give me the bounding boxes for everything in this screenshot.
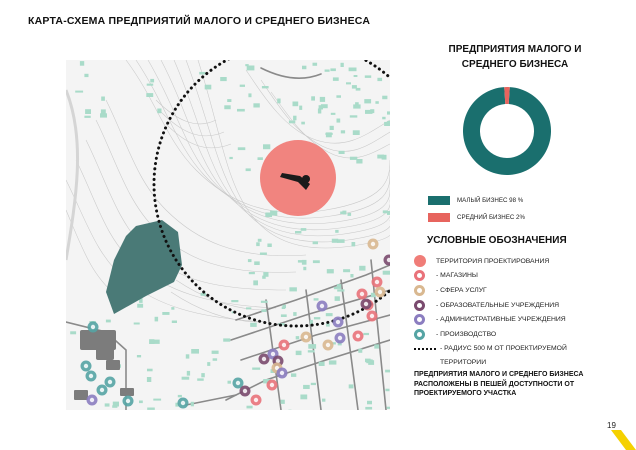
building	[253, 103, 259, 107]
marker-shops	[367, 311, 378, 322]
building	[289, 287, 297, 291]
building	[318, 109, 321, 114]
building	[245, 64, 248, 66]
chart-legend-item-small	[428, 193, 525, 208]
project-site-dot	[302, 175, 310, 183]
building	[336, 95, 341, 98]
building	[335, 230, 338, 233]
building	[383, 210, 388, 213]
page-number: 19	[607, 421, 616, 430]
production-icon	[414, 329, 425, 340]
building	[354, 75, 358, 77]
building	[186, 354, 190, 358]
marker-shops	[353, 331, 364, 342]
building	[155, 317, 159, 322]
building	[358, 349, 362, 353]
building	[260, 253, 267, 255]
building	[101, 109, 106, 113]
building	[387, 111, 390, 114]
building	[320, 97, 325, 102]
building	[191, 402, 194, 407]
building	[199, 72, 205, 75]
building	[256, 242, 260, 246]
marker-shops	[279, 340, 290, 351]
donut-chart	[462, 86, 552, 176]
map-legend	[414, 254, 567, 370]
marker-services	[375, 287, 386, 298]
building	[187, 371, 190, 376]
building	[220, 77, 227, 81]
building	[296, 336, 300, 339]
building	[224, 105, 230, 109]
building	[258, 239, 262, 242]
building	[385, 370, 390, 373]
building	[101, 97, 105, 101]
building	[327, 269, 334, 273]
building	[137, 355, 141, 357]
building	[227, 99, 231, 102]
building	[249, 272, 255, 274]
building	[359, 266, 365, 271]
building	[282, 307, 285, 309]
building	[254, 261, 260, 265]
building	[337, 284, 342, 289]
marker-shops	[267, 380, 278, 391]
page-title: КАРТА-СХЕМА ПРЕДПРИЯТИЙ МАЛОГО И СРЕДНЕГО БИЗНЕСА	[28, 15, 371, 27]
legend-item-radius	[414, 342, 567, 357]
legend-label: - ПРОИЗВОДСТВО	[436, 330, 497, 338]
building	[339, 151, 345, 154]
building	[326, 313, 333, 316]
building	[313, 63, 318, 66]
building	[70, 331, 76, 334]
building	[370, 109, 374, 113]
building	[197, 378, 204, 380]
building	[299, 106, 302, 110]
building	[308, 350, 315, 352]
building	[261, 309, 266, 312]
building	[325, 70, 330, 72]
building	[229, 157, 232, 159]
building	[149, 339, 154, 344]
building	[363, 333, 369, 335]
map-background	[66, 60, 390, 410]
marker-administrative	[277, 368, 288, 379]
dotted-radius-icon	[414, 348, 436, 350]
building	[331, 113, 336, 115]
building	[321, 104, 328, 108]
building	[246, 307, 251, 309]
legend-swatch-medium	[428, 213, 450, 222]
legend-item-administrative	[414, 312, 567, 327]
marker-production	[97, 385, 108, 396]
building	[311, 383, 316, 385]
building	[303, 385, 310, 389]
building	[289, 121, 295, 124]
marker-production	[86, 371, 97, 382]
chart-legend	[428, 193, 525, 227]
building	[205, 85, 212, 90]
building	[308, 344, 316, 349]
building	[281, 400, 285, 404]
building	[265, 213, 272, 218]
building	[162, 312, 169, 315]
building	[382, 96, 387, 100]
services-icon	[414, 285, 425, 296]
building	[337, 239, 345, 243]
building	[383, 271, 390, 275]
building	[352, 242, 356, 246]
building	[349, 384, 354, 388]
building	[330, 126, 334, 130]
corner-accent-icon	[597, 430, 636, 450]
building	[375, 101, 378, 104]
building	[213, 358, 218, 361]
building	[263, 272, 268, 277]
building	[291, 373, 296, 377]
building	[301, 122, 305, 125]
building	[281, 314, 287, 317]
building	[84, 74, 88, 77]
building	[353, 130, 360, 135]
building	[356, 88, 361, 91]
building	[261, 301, 268, 303]
legend-label-continuation: ТЕРРИТОРИИ	[440, 359, 487, 367]
building	[314, 317, 320, 319]
building	[277, 99, 280, 104]
building	[303, 267, 306, 270]
marker-administrative	[333, 317, 344, 328]
building	[341, 63, 344, 67]
building	[385, 389, 389, 392]
building	[80, 61, 84, 66]
building	[364, 99, 371, 103]
building	[387, 211, 390, 215]
building	[153, 399, 161, 401]
building	[356, 159, 362, 164]
building	[335, 296, 340, 301]
building	[300, 395, 307, 400]
building	[293, 116, 296, 121]
building	[248, 93, 251, 97]
building	[342, 211, 346, 215]
marker-education	[240, 386, 251, 397]
marker-shops	[372, 277, 383, 288]
building	[313, 260, 320, 263]
building	[298, 260, 302, 263]
marker-services	[301, 332, 312, 343]
legend-item-education	[414, 298, 567, 313]
building	[349, 68, 357, 72]
building	[367, 401, 372, 405]
building	[112, 405, 117, 408]
building	[147, 377, 151, 382]
education-icon	[414, 300, 425, 311]
building	[228, 381, 232, 384]
building	[247, 406, 253, 409]
marker-production	[105, 377, 116, 388]
building	[252, 368, 260, 370]
legend-item-territory	[414, 254, 567, 269]
marker-production	[178, 398, 189, 409]
building	[326, 132, 332, 137]
building	[337, 289, 344, 291]
building	[182, 377, 190, 380]
legend-label-small: МАЛЫЙ БИЗНЕС 98 %	[457, 197, 524, 204]
building	[247, 66, 255, 71]
building	[350, 157, 357, 160]
building	[350, 115, 358, 117]
building	[296, 351, 302, 355]
marker-production	[81, 361, 92, 372]
marker-production	[123, 396, 134, 407]
building	[262, 86, 269, 88]
building	[302, 66, 306, 70]
building	[139, 401, 143, 404]
chart-title: ПРЕДПРИЯТИЯ МАЛОГО И СРЕДНЕГО БИЗНЕСА	[448, 44, 582, 70]
building	[150, 79, 154, 83]
building	[387, 407, 390, 409]
building	[84, 116, 90, 118]
building	[374, 344, 379, 348]
building	[212, 351, 219, 354]
building	[253, 280, 258, 285]
building	[322, 399, 325, 402]
building	[172, 321, 177, 324]
building	[330, 68, 336, 71]
marker-administrative	[317, 301, 328, 312]
legend-label: - АДМИНИСТРАТИВНЫЕ УЧРЕЖДЕНИЯ	[436, 316, 566, 324]
building	[157, 109, 161, 114]
building	[238, 147, 246, 150]
marker-education	[361, 299, 372, 310]
building	[147, 408, 155, 410]
legend-label: - СФЕРА УСЛУГ	[436, 286, 487, 294]
building	[353, 104, 360, 108]
building	[329, 360, 337, 364]
building	[302, 260, 307, 265]
building	[105, 403, 110, 406]
building	[147, 369, 153, 372]
marker-services	[323, 340, 334, 351]
building	[293, 312, 296, 316]
building	[293, 102, 299, 107]
building	[333, 77, 339, 81]
building	[201, 373, 205, 377]
legend-label: ТЕРРИТОРИЯ ПРОЕКТИРОВАНИЯ	[436, 257, 550, 265]
building	[313, 241, 318, 244]
marker-shops	[251, 395, 262, 406]
building	[250, 323, 257, 327]
chart-legend-item-medium	[428, 210, 525, 225]
shop-icon	[414, 270, 425, 281]
building	[382, 155, 387, 160]
building	[365, 407, 372, 410]
building	[343, 269, 350, 272]
marker-production	[88, 322, 99, 333]
building	[311, 96, 315, 100]
building	[137, 304, 143, 308]
building	[365, 75, 371, 78]
marker-administrative	[87, 395, 98, 406]
building	[85, 109, 91, 114]
building	[387, 121, 390, 124]
legend-swatch-small	[428, 196, 450, 205]
building	[191, 349, 199, 354]
note: ПРЕДПРИЯТИЯ МАЛОГО И СРЕДНЕГО БИЗНЕСА РАСПОЛОЖЕНЫ В ПЕШЕЙ ДОСТУПНОСТИ ОТ ПРОЕКТИРУЕМОГО УЧАСТКА	[414, 371, 584, 397]
legend-label-medium: СРЕДНИЙ БИЗНЕС 2%	[457, 214, 525, 221]
building	[341, 130, 345, 133]
building	[106, 320, 111, 323]
territory-icon	[414, 255, 426, 267]
building	[348, 213, 352, 216]
administrative-icon	[414, 314, 425, 325]
building	[337, 119, 341, 123]
legend-label: - РАДИУС 500 М ОТ ПРОЕКТИРУЕМОЙ	[440, 345, 567, 353]
building	[350, 274, 353, 278]
marker-administrative	[335, 333, 346, 344]
building	[134, 323, 140, 325]
building	[295, 231, 301, 234]
building	[258, 157, 263, 160]
building	[237, 109, 245, 112]
marker-services	[368, 239, 379, 250]
building	[334, 287, 337, 289]
legend-item-shops	[414, 269, 567, 284]
legend-label: - МАГАЗИНЫ	[436, 272, 478, 280]
building	[346, 82, 351, 84]
building	[248, 259, 252, 262]
building	[240, 85, 245, 87]
building	[223, 338, 230, 341]
map-legend-title: УСЛОВНЫЕ ОБОЗНАЧЕНИЯ	[427, 235, 567, 246]
marker-shops	[357, 289, 368, 300]
legend-label: - ОБРАЗОВАТЕЛЬНЫЕ УЧРЕЖДЕНИЯ	[436, 301, 560, 309]
building	[267, 244, 271, 248]
building	[147, 84, 154, 86]
building	[231, 300, 238, 302]
building	[246, 168, 251, 171]
building	[146, 93, 153, 97]
building	[301, 228, 307, 231]
map	[66, 60, 390, 410]
building	[377, 78, 382, 81]
building	[382, 117, 385, 120]
building	[207, 362, 210, 366]
building	[178, 395, 182, 397]
building	[100, 113, 107, 117]
legend-item-services	[414, 283, 567, 298]
building	[75, 91, 83, 93]
building	[263, 144, 270, 149]
building	[171, 307, 174, 310]
building	[314, 298, 319, 300]
building	[366, 359, 372, 363]
legend-item-production	[414, 327, 567, 342]
building	[319, 362, 325, 366]
